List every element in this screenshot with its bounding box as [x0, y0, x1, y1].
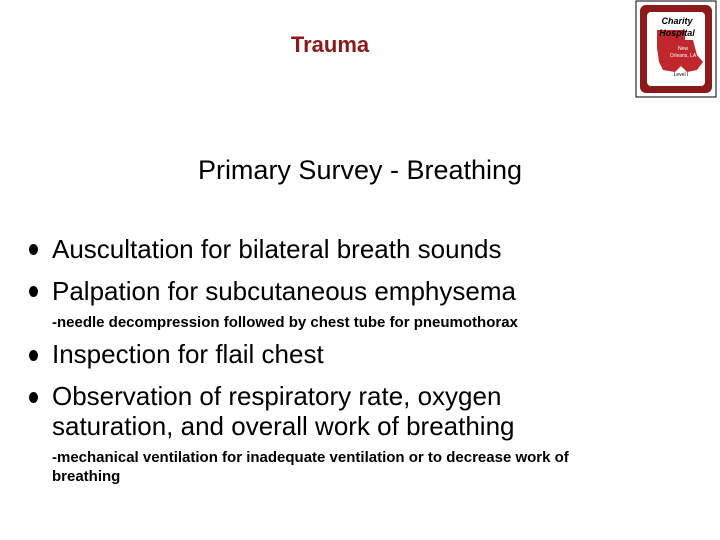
- logo-text-4: Orleans, LA: [669, 53, 697, 59]
- note-text-continued: breathing: [52, 468, 121, 485]
- bullet-dot-icon: [29, 286, 38, 297]
- bullet-dot-icon: [29, 392, 38, 403]
- bullet-dot-icon: [29, 244, 38, 255]
- bullet-item: Palpation for subcutaneous emphysema: [52, 276, 516, 306]
- bullet-dot-icon: [29, 350, 38, 361]
- bullet-item: Observation of respiratory rate, oxygen: [52, 381, 502, 411]
- slide-title: Trauma: [290, 32, 370, 57]
- bullet-item: Auscultation for bilateral breath sounds: [52, 234, 502, 264]
- note-text: -needle decompression followed by chest tube for pneumothorax: [52, 314, 518, 331]
- bullet-item: Inspection for flail chest: [52, 339, 324, 369]
- logo-text-5: Level I: [673, 72, 689, 78]
- logo-text-2: Hospital: [659, 28, 695, 38]
- slide-subtitle: Primary Survey - Breathing: [197, 155, 523, 185]
- bullet-item-continued: saturation, and overall work of breathing: [52, 411, 515, 441]
- logo-text-3: New: [677, 46, 689, 52]
- note-text: -mechanical ventilation for inadequate ventilation or to decrease work of: [52, 449, 569, 466]
- logo-text-1: Charity: [661, 16, 693, 26]
